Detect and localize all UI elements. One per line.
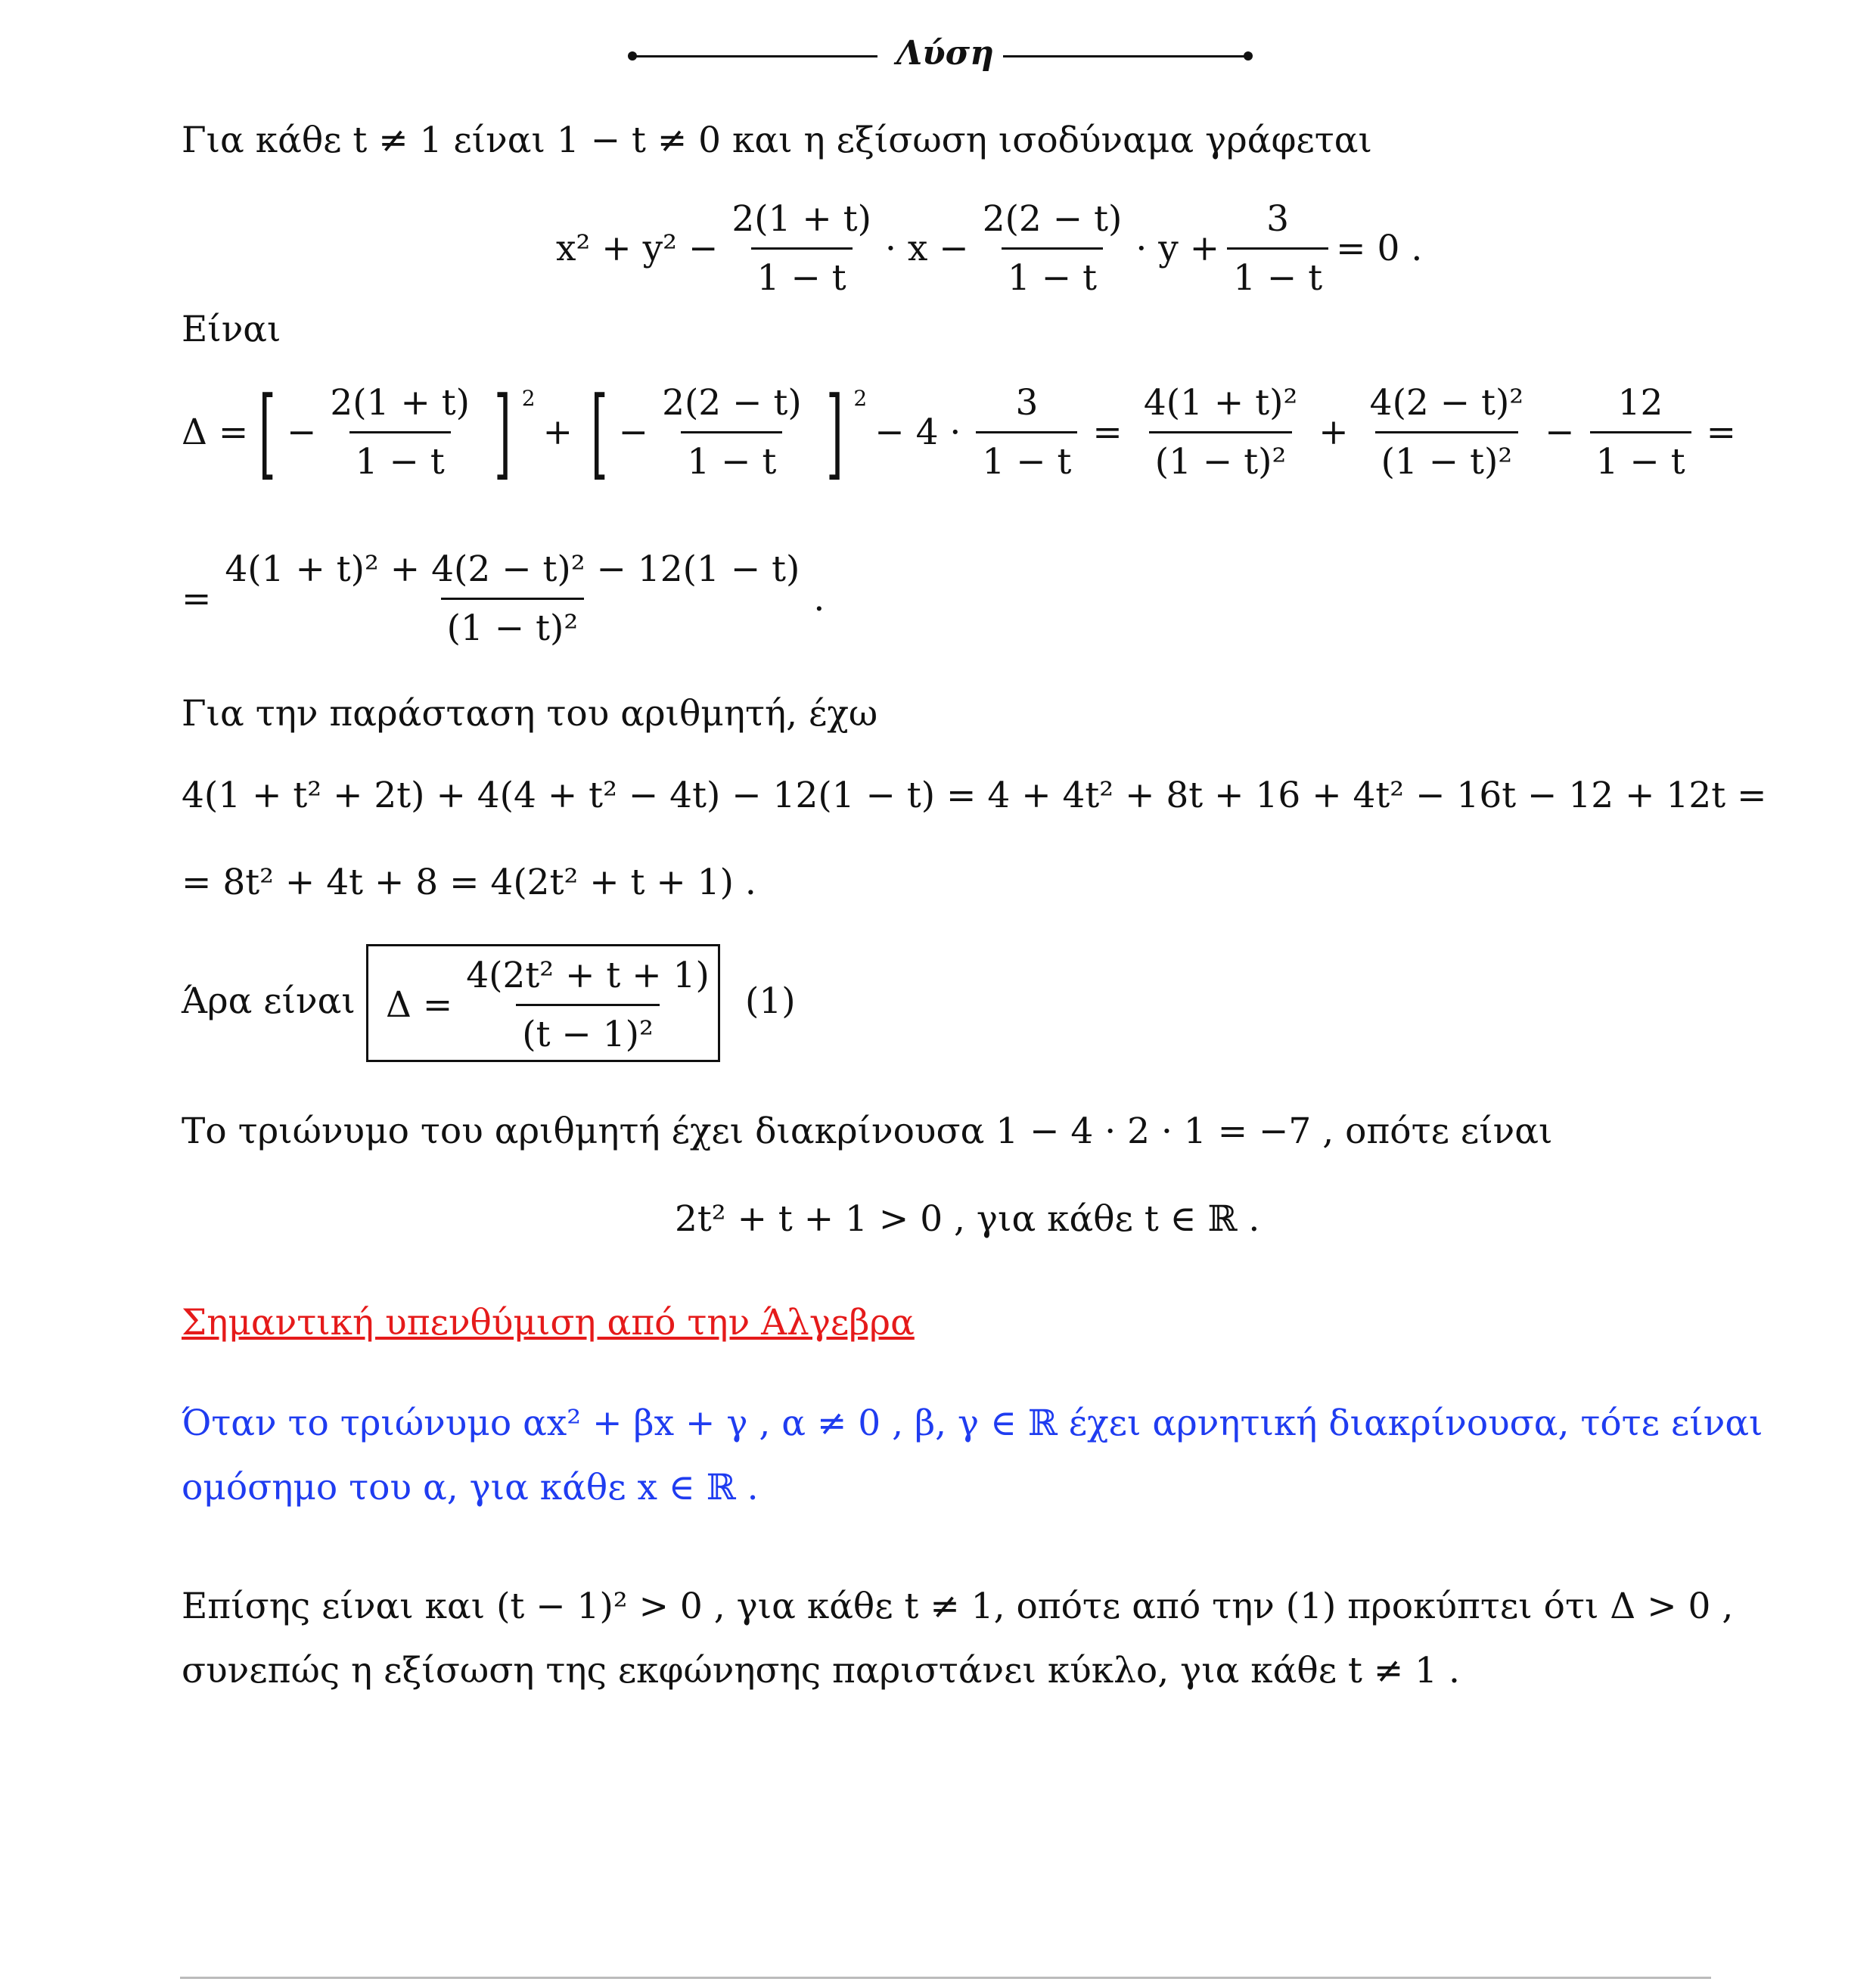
eq6-prefix: Άρα είναι [182, 980, 356, 1022]
eq2-minus-3: − [1545, 412, 1575, 453]
paragraph-5-line-1: Επίσης είναι και (t − 1)² > 0 , για κάθε t ≠ 1, οπότε από την (1) προκύπτει ότι Δ > 0 , [182, 1586, 1734, 1627]
eq2-lhs: Δ = [182, 412, 249, 453]
equation-2 [182, 374, 1744, 490]
eq2-fraction-d: $\frac{\text{4(1 + t)²}}{\text{(1 − t)²}}$ [1143, 382, 1298, 483]
eq6-lhs: Δ = [386, 984, 453, 1026]
footer-rule [180, 1977, 1711, 1979]
equation-5: = 8t² + 4t + 8 = 4(2t² + t + 1) . [182, 862, 756, 903]
eq2-fraction-a: $\frac{2(1 + t)}{1 - t}$ [330, 382, 471, 483]
paragraph-4: Το τριώνυμο του αριθμητή έχει διακρίνουσα 1 − 4 · 2 · 1 = −7 , οπότε είναι [182, 1110, 1553, 1152]
eq3-fraction: $\frac{\text{4(1 + t)² + 4(2 − t)² − 12(1 − t)}}{\text{(1 − t)²}}$ [225, 548, 800, 649]
paragraph-1: Για κάθε t ≠ 1 είναι 1 − t ≠ 0 και η εξίσωση ισοδύναμα γράφεται [182, 120, 1372, 161]
eq1-fraction-3: $\frac{3}{1 - t}$ [1227, 198, 1328, 299]
eq1-mid-2: · y + [1135, 228, 1220, 269]
eq2-equals-1: = [1092, 412, 1123, 453]
eq2-equals-2: = [1706, 412, 1736, 453]
eq2-bracket-close-1: ] [493, 374, 511, 490]
eq2-fraction-e: $\frac{\text{4(2 − t)²}}{\text{(1 − t)²}}$ [1369, 382, 1524, 483]
eq6-tag: (1) [745, 980, 796, 1022]
equation-3 [182, 548, 825, 649]
paragraph-2: Είναι [182, 309, 281, 350]
equation-1 [556, 198, 1422, 299]
heading-rule-right-dot [1244, 51, 1253, 61]
eq1-lhs: x² + y² − [556, 228, 719, 269]
eq3-equals: = [182, 578, 212, 620]
eq2-plus-1: + [542, 412, 573, 453]
eq2-minus-four: − 4 · [874, 412, 961, 453]
eq2-minus-1: − [286, 412, 317, 453]
eq2-square-1: 2 [521, 386, 536, 411]
heading-rule-left [632, 55, 877, 57]
eq2-plus-2: + [1318, 412, 1349, 453]
paragraph-3: Για την παράσταση του αριθμητή, έχω [182, 693, 878, 735]
eq2-bracket-open-1: [ [259, 374, 277, 490]
equation-6 [386, 955, 723, 1055]
reminder-line-1: Όταν το τριώνυμο αx² + βx + γ , α ≠ 0 , β, γ ∈ ℝ έχει αρνητική διακρίνουσα, τότε είναι [182, 1402, 1763, 1444]
reminder-title: Σημαντική υπενθύμιση από την Άλγεβρα [182, 1302, 915, 1343]
solution-heading: Λύση [896, 34, 995, 73]
equation-7: 2t² + t + 1 > 0 , για κάθε t ∈ ℝ . [675, 1198, 1260, 1240]
paragraph-5-line-2: συνεπώς η εξίσωση της εκφώνησης παριστάνει κύκλο, για κάθε t ≠ 1 . [182, 1650, 1460, 1691]
eq3-period: . [813, 578, 825, 620]
eq1-mid-1: · x − [884, 228, 969, 269]
eq2-bracket-open-2: [ [590, 374, 608, 490]
eq2-bracket-close-2: ] [825, 374, 843, 490]
eq6-fraction: $\frac{\text{4(2t² + t + 1)}}{\text{(t − 1)²}}$ [466, 955, 710, 1055]
eq2-minus-2: − [618, 412, 649, 453]
equation-4: 4(1 + t² + 2t) + 4(4 + t² − 4t) − 12(1 − t) = 4 + 4t² + 8t + 16 + 4t² − 16t − 12 + 12t = [182, 775, 1767, 816]
reminder-line-2: ομόσημο του α, για κάθε x ∈ ℝ . [182, 1467, 759, 1508]
eq2-square-2: 2 [853, 386, 868, 411]
eq2-fraction-g: $\frac{12}{1 - t}$ [1590, 382, 1691, 483]
eq1-rhs: = 0 . [1336, 228, 1423, 269]
heading-rule-right [1003, 55, 1248, 57]
eq2-fraction-b: $\frac{2(2 - t)}{1 - t}$ [662, 382, 802, 483]
eq2-fraction-c: $\frac{3}{1 - t}$ [976, 382, 1077, 483]
eq1-fraction-2: $\frac{2(2 - t)}{1 - t}$ [982, 198, 1123, 299]
eq1-fraction-1: $\frac{2(1 + t)}{1 - t}$ [731, 198, 871, 299]
